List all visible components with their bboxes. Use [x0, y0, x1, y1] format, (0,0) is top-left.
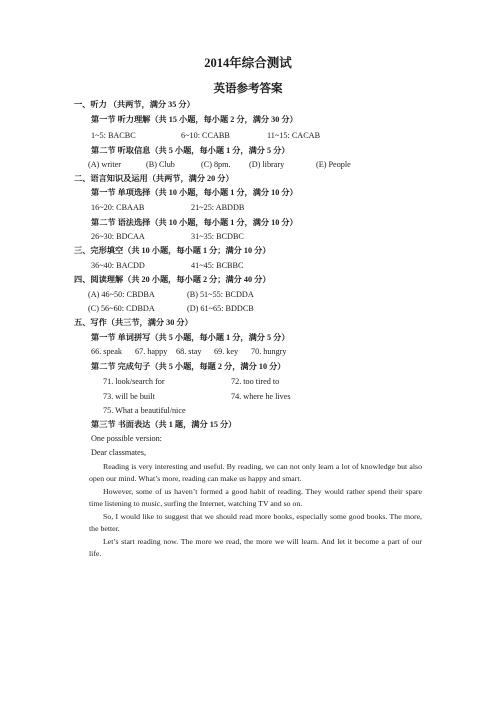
part-heading: 第一节 单项选择（共 10 小题，每小题 1 分，满分 10 分） [91, 188, 298, 197]
section-heading-language: 二、语言知识及运用（共两节，满分 20 分） [74, 174, 234, 183]
answer-item: 69. key [214, 347, 239, 356]
answer-item: (C) 56~60: CDBDA [88, 304, 155, 313]
essay-paragraph-text: However, some of us haven’t formed a good habit of reading. They would rather spend their spare time listening to music, surfing the Internet, watching TV and so on. [89, 487, 422, 509]
section-heading-writing: 五、写作（共三节，满分 30 分） [74, 318, 193, 327]
answer-item: 66. speak [91, 347, 122, 356]
answer-item: 21~25: ABDDB [191, 203, 245, 212]
answer-item: (E) People [316, 160, 351, 169]
essay-salutation: Dear classmates, [91, 448, 147, 457]
answer-item: (A) writer [88, 160, 121, 169]
answer-item: 41~45: BCBBC [191, 261, 244, 270]
answer-item: 71. look/search for [103, 377, 165, 386]
part-heading: 第三节 书面表达（共 1 题，满分 15 分） [91, 420, 237, 429]
answer-item: 1~5: BACBC [91, 131, 136, 140]
section-heading-listening: 一、听力 （共两节，满分 35 分） [74, 100, 195, 109]
answer-item: 68. stay [176, 347, 202, 356]
essay-paragraph-text: Let’s start reading now. The more we read, the more we will learn. And let it become a part of our life. [89, 537, 422, 559]
answer-item: 73. will be built [103, 392, 155, 401]
part-heading: 第二节 完成句子（共 5 小题，每题 2 分，满分 10 分） [91, 362, 286, 371]
essay-paragraph-text: Reading is very interesting and useful. By reading, we can not only learn a lot of knowledge but also open our mind. What’s more, reading can make us happy and smart. [89, 462, 422, 484]
part-heading: 第二节 听取信息（共 5 小题，每小题 1 分，满分 5 分） [91, 146, 290, 155]
document-subtitle: 英语参考答案 [213, 83, 283, 95]
answer-item: (C) 8pm. [201, 160, 231, 169]
answer-item: 26~30: BDCAA [91, 232, 145, 241]
answer-item: 31~35: BCDBC [191, 232, 244, 241]
answer-item: 6~10: CCABB [181, 131, 230, 140]
part-heading: 第一节 单词拼写（共 5 小题，每小题 1 分，满分 5 分） [91, 333, 290, 342]
answer-item: (A) 46~50: CBDBA [88, 290, 155, 299]
answer-item: 75. What a beautiful/nice [103, 406, 186, 415]
answer-item: (B) 51~55: BCDDA [187, 290, 254, 299]
section-heading-cloze: 三、完形填空（共 10 小题，每小题 1 分；满分 10 分） [74, 246, 271, 255]
part-heading: 第二节 语法选择（共 10 小题，每小题 1 分，满分 10 分） [91, 218, 298, 227]
essay-paragraph [89, 536, 422, 561]
answer-item: 67. happy [135, 347, 168, 356]
answer-item: (D) 61~65: BDDCB [187, 304, 254, 313]
answer-item: (D) library [249, 160, 285, 169]
answer-item: 36~40: BACDD [91, 261, 145, 270]
document-title: 2014年综合测试 [204, 56, 292, 70]
answer-item: 72. too tired to [231, 377, 280, 386]
essay-paragraph [89, 461, 422, 486]
answer-item: 70. hungry [251, 347, 287, 356]
answer-item: 16~20: CBAAB [91, 203, 145, 212]
essay-paragraph [89, 486, 422, 511]
essay-version-label: One possible version: [91, 434, 162, 443]
answer-item: 11~15: CACAB [267, 131, 321, 140]
essay-paragraph-text: So, I would like to suggest that we should read more books, especially some good books. The more, the better. [89, 512, 422, 534]
essay-paragraph [89, 511, 422, 536]
part-heading: 第一节 听力理解（共 15 小题，每小题 2 分，满分 30 分） [91, 115, 298, 124]
answer-item: 74. where he lives [231, 392, 291, 401]
answer-item: (B) Club [146, 160, 175, 169]
section-heading-reading: 四、阅读理解（共 20 小题，每小题 2 分；满分 40 分） [74, 275, 271, 284]
